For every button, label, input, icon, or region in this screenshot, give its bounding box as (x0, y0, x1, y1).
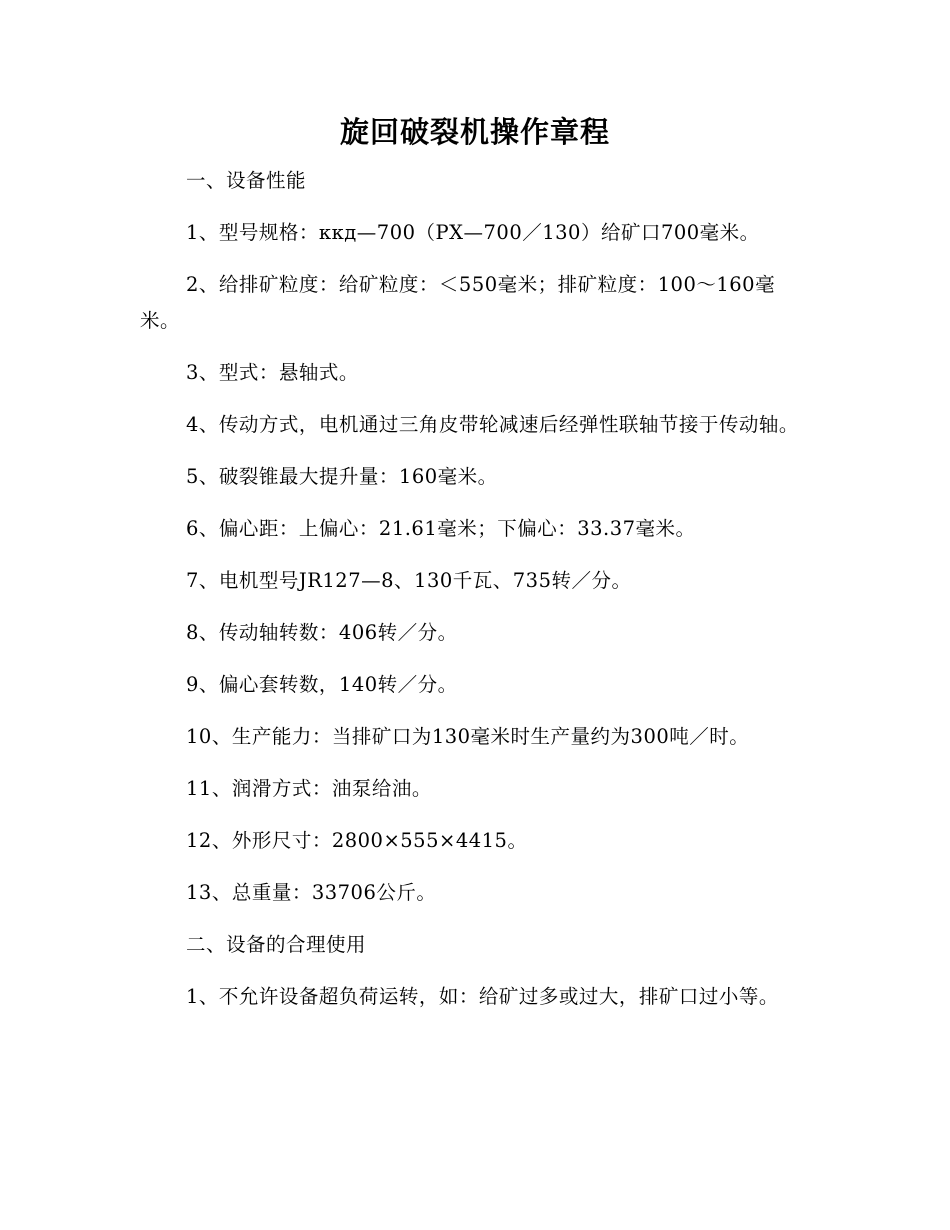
paragraph-eccentricity: 6、偏心距：上偏心：21.61毫米；下偏心：33.37毫米。 (186, 517, 696, 540)
paragraph-weight: 13、总重量：33706公斤。 (186, 881, 437, 904)
paragraph-lubrication: 11、润滑方式：油泵给油。 (186, 777, 432, 800)
paragraph-sleeve-speed: 9、偏心套转数，140转／分。 (186, 673, 458, 696)
paragraph-lift: 5、破裂锥最大提升量：160毫米。 (186, 465, 498, 488)
document-title: 旋回破裂机操作章程 (339, 115, 610, 149)
paragraph-capacity: 10、生产能力：当排矿口为130毫米时生产量约为300吨／时。 (186, 725, 750, 748)
paragraph-dimensions: 12、外形尺寸：2800×555×4415。 (186, 829, 528, 852)
document-body (140, 163, 812, 1031)
section-heading-performance: 一、设备性能 (186, 169, 307, 192)
paragraph-transmission: 4、传动方式，电机通过三角皮带轮减速后经弹性联轴节接于传动轴。 (186, 413, 799, 436)
paragraph-model-spec: 1、型号规格：ккд—700（PX—700／130）给矿口700毫米。 (186, 221, 760, 244)
paragraph-overload: 1、不允许设备超负荷运转，如：给矿过多或过大，排矿口过小等。 (186, 985, 779, 1008)
paragraph-particle-size: 2、给排矿粒度：给矿粒度：＜550毫米；排矿粒度：100～160毫米。 (140, 273, 776, 332)
paragraph-motor: 7、电机型号JR127—8、130千瓦、735转／分。 (186, 569, 632, 592)
paragraph-shaft-speed: 8、传动轴转数：406转／分。 (186, 621, 458, 644)
paragraph-type: 3、型式：悬轴式。 (186, 361, 359, 384)
section-heading-usage: 二、设备的合理使用 (186, 933, 367, 956)
